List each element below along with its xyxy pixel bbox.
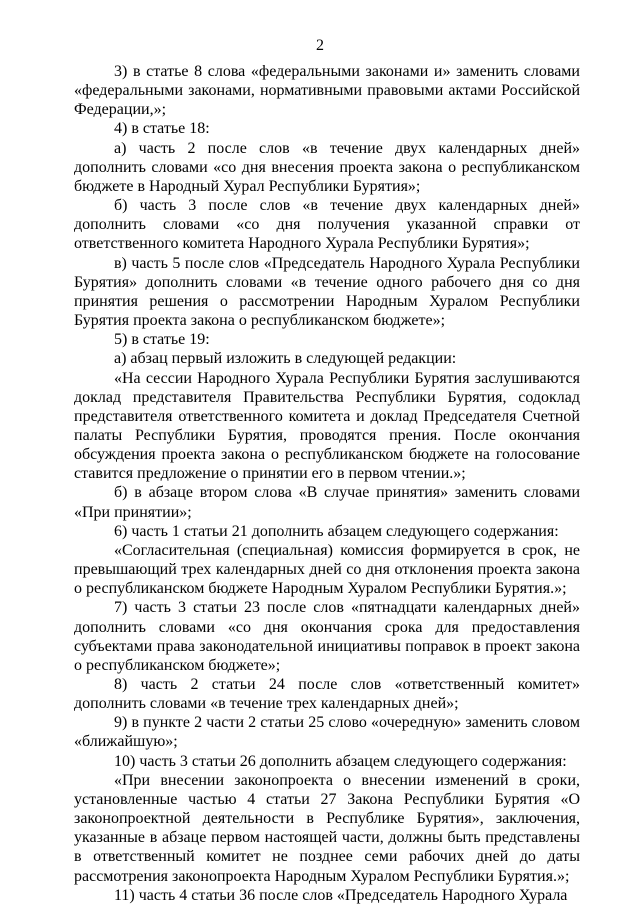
quoted-paragraph-bill: «При внесении законопроекта о внесении изменений в сроки, установленные частью 4 статьи 27 Закона Республики Бурятия «О законопроектной деятельности в Республике Бурятия», заключения, указанные в абзаце первом настоящей части, должны быть представлены в ответственный комитет не позднее семи рабочих дней до даты рассмотрения законопроекта Народным Хуралом Республики Бурятия.»; [74, 771, 580, 885]
paragraph-item-8: 8) часть 2 статьи 24 после слов «ответственный комитет» дополнить словами «в течение трех календарных дней»; [74, 676, 580, 713]
paragraph-item-4b: б) часть 3 после слов «в течение двух календарных дней» дополнить словами «со дня получения указанной справки от ответственного комитета Народного Хурала Республики Бурятия»; [74, 197, 580, 253]
quoted-paragraph-session: «На сессии Народного Хурала Республики Бурятия заслушиваются доклад представителя Правительства Республики Бурятия, содоклад представителя ответственного комитета и доклад Председателя Счетной палаты Республики Бурятия, проводятся прения. После окончания обсуждения проекта закона о республиканском бюджете на голосование ставится предложение о принятии его в первом чтении.»; [74, 369, 580, 483]
paragraph-item-4: 4) в статье 18: [114, 120, 210, 138]
paragraph-item-5: 5) в статье 19: [114, 331, 210, 349]
paragraph-item-11: 11) часть 4 статьи 36 после слов «Председатель Народного Хурала [114, 886, 568, 904]
paragraph-item-4a: а) часть 2 после слов «в течение двух календарных дней» дополнить словами «со дня внесения проекта закона о республиканском бюджете в Народный Хурал Республики Бурятия»; [74, 139, 580, 195]
paragraph-item-4v: в) часть 5 после слов «Председатель Народного Хурала Республики Бурятия» дополнить словами «в течение одного рабочего дня со дня принятия решения о рассмотрении Народным Хуралом Республики Бурятия проекта закона о республиканском бюджете»; [74, 254, 580, 330]
paragraph-item-6: 6) часть 1 статьи 21 дополнить абзацем следующего содержания: [114, 522, 559, 540]
paragraph-item-7: 7) часть 3 статьи 23 после слов «пятнадцати календарных дней» дополнить словами «со дня окончания срока для предоставления субъектами права законодательной инициативы поправок в проект закона о республиканском бюджете»; [74, 599, 580, 674]
quoted-paragraph-commission: «Согласительная (специальная) комиссия формируется в срок, не превышающий трех календарных дней со дня отклонения проекта закона о республиканском бюджете Народным Хуралом Республики Бурятия.»; [74, 541, 580, 598]
paragraph-item-3: 3) в статье 8 слова «федеральными законами и» заменить словами «федеральными законами, нормативными правовыми актами Российской Федерации,»; [74, 63, 580, 119]
paragraph-item-5a: а) абзац первый изложить в следующей редакции: [114, 350, 457, 368]
paragraph-item-9: 9) в пункте 2 части 2 статьи 25 слово «очередную» заменить словом «ближайшую»; [74, 714, 580, 751]
paragraph-item-10: 10) часть 3 статьи 26 дополнить абзацем следующего содержания: [114, 752, 567, 770]
paragraph-item-5b: б) в абзаце втором слова «В случае принятия» заменить словами «При принятии»; [74, 484, 580, 521]
document-body [74, 62, 580, 905]
page-number: 2 [316, 37, 324, 54]
